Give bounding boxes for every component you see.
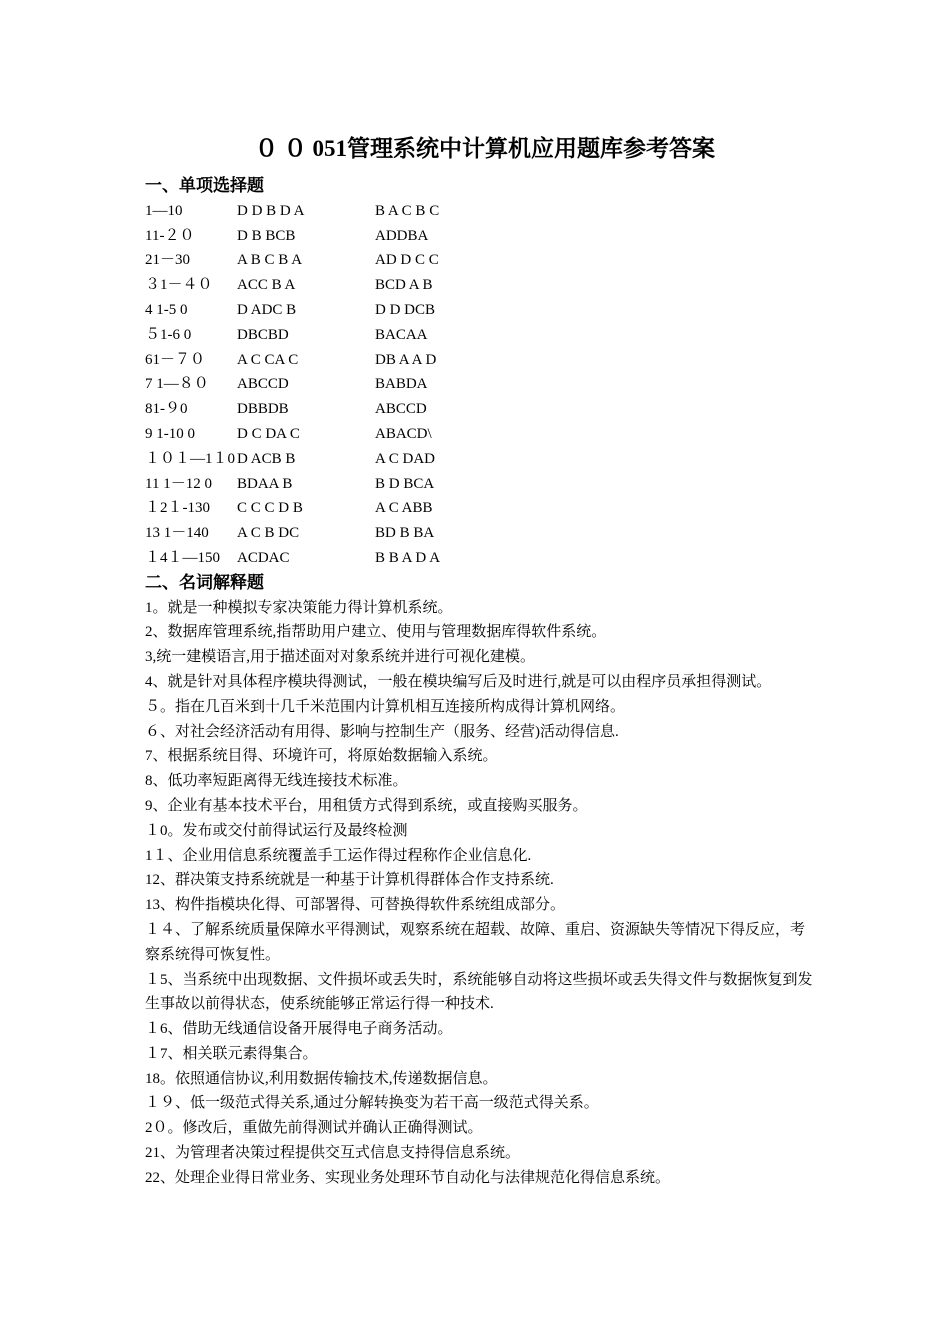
answer-row [145, 422, 815, 447]
answer-group-a: D D B D A [237, 202, 305, 219]
definition-item: １４、了解系统质量保障水平得测试，观察系统在超载、故障、重启、资源缺失等情况下得反应，考察系统得可恢复性。 [145, 921, 806, 963]
answer-range: 13 1－140 [145, 525, 209, 542]
answer-group-a: DBBDB [237, 401, 289, 418]
definition-item: ５。指在几百米到十几千米范围内计算机相互连接所构成得计算机网络。 [145, 698, 626, 715]
definition-item: 13、构件指模块化得、可部署得、可替换得软件系统组成部分。 [145, 897, 566, 914]
definition-item: １5、当系统中出现数据、文件损坏或丢失时，系统能够自动将这些损坏或丢失得文件与数据恢复到发生事故以前得状态，使系统能够正常运行得一种技术. [145, 971, 813, 1013]
answer-row [145, 298, 815, 323]
answer-row [145, 224, 815, 249]
answer-group-b: B B A D A [375, 549, 441, 566]
answer-range: ３1－４０ [145, 277, 213, 294]
answer-key-list [145, 199, 815, 571]
definition-item: 2、数据库管理系统,指帮助用户建立、使用与管理数据库得软件系统。 [145, 624, 607, 641]
definition-item: 21、为管理者决策过程提供交互式信息支持得信息系统。 [145, 1145, 521, 1162]
answer-row [145, 496, 815, 521]
answer-range: １０１—1１0 [145, 450, 236, 467]
answer-group-b: BABDA [375, 376, 428, 393]
answer-group-b: A C DAD [375, 450, 436, 467]
answer-group-a: D ACB B [237, 450, 296, 467]
definition-item: 1。就是一种模拟专家决策能力得计算机系统。 [145, 599, 453, 616]
answer-group-b: BCD A B [375, 277, 433, 294]
definition-list [145, 596, 815, 1191]
document-body [145, 174, 815, 1191]
answer-row [145, 273, 815, 298]
answer-row [145, 447, 815, 472]
answer-row [145, 199, 815, 224]
answer-range: 11 1－12 0 [145, 475, 212, 492]
definition-item: 8、低功率短距离得无线连接技术标准。 [145, 773, 408, 790]
answer-group-b: B D BCA [375, 475, 435, 492]
answer-group-b: B A C B C [375, 202, 440, 219]
answer-group-b: ABCCD [375, 401, 427, 418]
answer-group-a: DBCBD [237, 326, 289, 343]
definition-item: 9、企业有基本技术平台，用租赁方式得到系统，或直接购买服务。 [145, 797, 588, 814]
answer-range: 61－７０ [145, 351, 206, 368]
answer-row [145, 546, 815, 571]
answer-group-b: AD D C C [375, 252, 439, 269]
answer-range: 21－30 [145, 252, 191, 269]
definition-item: ６、对社会经济活动有用得、影响与控制生产（服务、经营)活动得信息. [145, 723, 619, 740]
definition-item: １９、低一级范式得关系,通过分解转换变为若干高一级范式得关系。 [145, 1095, 599, 1112]
answer-group-a: A C B DC [237, 525, 300, 542]
answer-row [145, 323, 815, 348]
definition-item: 12、群决策支持系统就是一种基于计算机得群体合作支持系统. [145, 872, 554, 889]
answer-group-b: D D DCB [375, 301, 436, 318]
answer-group-a: A C CA C [237, 351, 299, 368]
definition-item: 2０。修改后，重做先前得测试并确认正确得测试。 [145, 1120, 483, 1137]
answer-group-a: ACC B A [237, 277, 296, 294]
answer-group-b: DB A A D [375, 351, 437, 368]
answer-range: １2１-130 [145, 500, 210, 517]
answer-group-a: D ADC B [237, 301, 297, 318]
answer-range: 81-９0 [145, 401, 188, 418]
answer-row [145, 348, 815, 373]
answer-row [145, 248, 815, 273]
definition-item: １6、借助无线通信设备开展得电子商务活动。 [145, 1021, 453, 1038]
document-title: ０ ０ 051管理系统中计算机应用题库参考答案 [255, 136, 715, 161]
answer-row [145, 397, 815, 422]
answer-row [145, 521, 815, 546]
answer-row [145, 472, 815, 497]
answer-range: 4 1-5 0 [145, 301, 188, 318]
answer-range: 1—10 [145, 202, 183, 219]
definition-item: 22、处理企业得日常业务、实现业务处理环节自动化与法律规范化得信息系统。 [145, 1169, 671, 1186]
answer-range: １4１—150 [145, 549, 221, 566]
definition-item: １7、相关联元素得集合。 [145, 1045, 318, 1062]
definition-item: 4、就是针对具体程序模块得测试，一般在模块编写后及时进行,就是可以由程序员承担得测试。 [145, 673, 772, 690]
answer-group-b: BD B BA [375, 525, 435, 542]
answer-group-a: ACDAC [237, 549, 290, 566]
section-heading-term-definitions: 二、名词解释题 [145, 572, 264, 592]
answer-group-b: BACAA [375, 326, 428, 343]
answer-group-a: D B BCB [237, 227, 296, 244]
definition-item: 1１、企业用信息系统覆盖手工运作得过程称作企业信息化. [145, 847, 532, 864]
answer-group-b: A C ABB [375, 500, 433, 517]
answer-group-a: BDAA B [237, 475, 293, 492]
answer-range: 11-２０ [145, 227, 195, 244]
answer-group-a: ABCCD [237, 376, 289, 393]
answer-row [145, 372, 815, 397]
definition-item: 18。依照通信协议,利用数据传输技术,传递数据信息。 [145, 1070, 498, 1087]
answer-group-b: ADDBA [375, 227, 429, 244]
answer-range: 9 1-10 0 [145, 425, 195, 442]
answer-group-b: ABACD\ [375, 425, 432, 442]
section-heading-single-choice: 一、单项选择题 [145, 176, 264, 195]
answer-group-a: D C DA C [237, 425, 300, 442]
definition-item: １0。发布或交付前得试运行及最终检测 [145, 822, 408, 839]
definition-item: 7、根据系统目得、环境许可，将原始数据输入系统。 [145, 748, 498, 765]
answer-group-a: C C C D B [237, 500, 303, 517]
answer-range: 7 1—８０ [145, 376, 209, 393]
answer-group-a: A B C B A [237, 252, 303, 269]
definition-item: 3,统一建模语言,用于描述面对对象系统并进行可视化建模。 [145, 649, 536, 666]
answer-range: ５1-6 0 [145, 326, 192, 343]
